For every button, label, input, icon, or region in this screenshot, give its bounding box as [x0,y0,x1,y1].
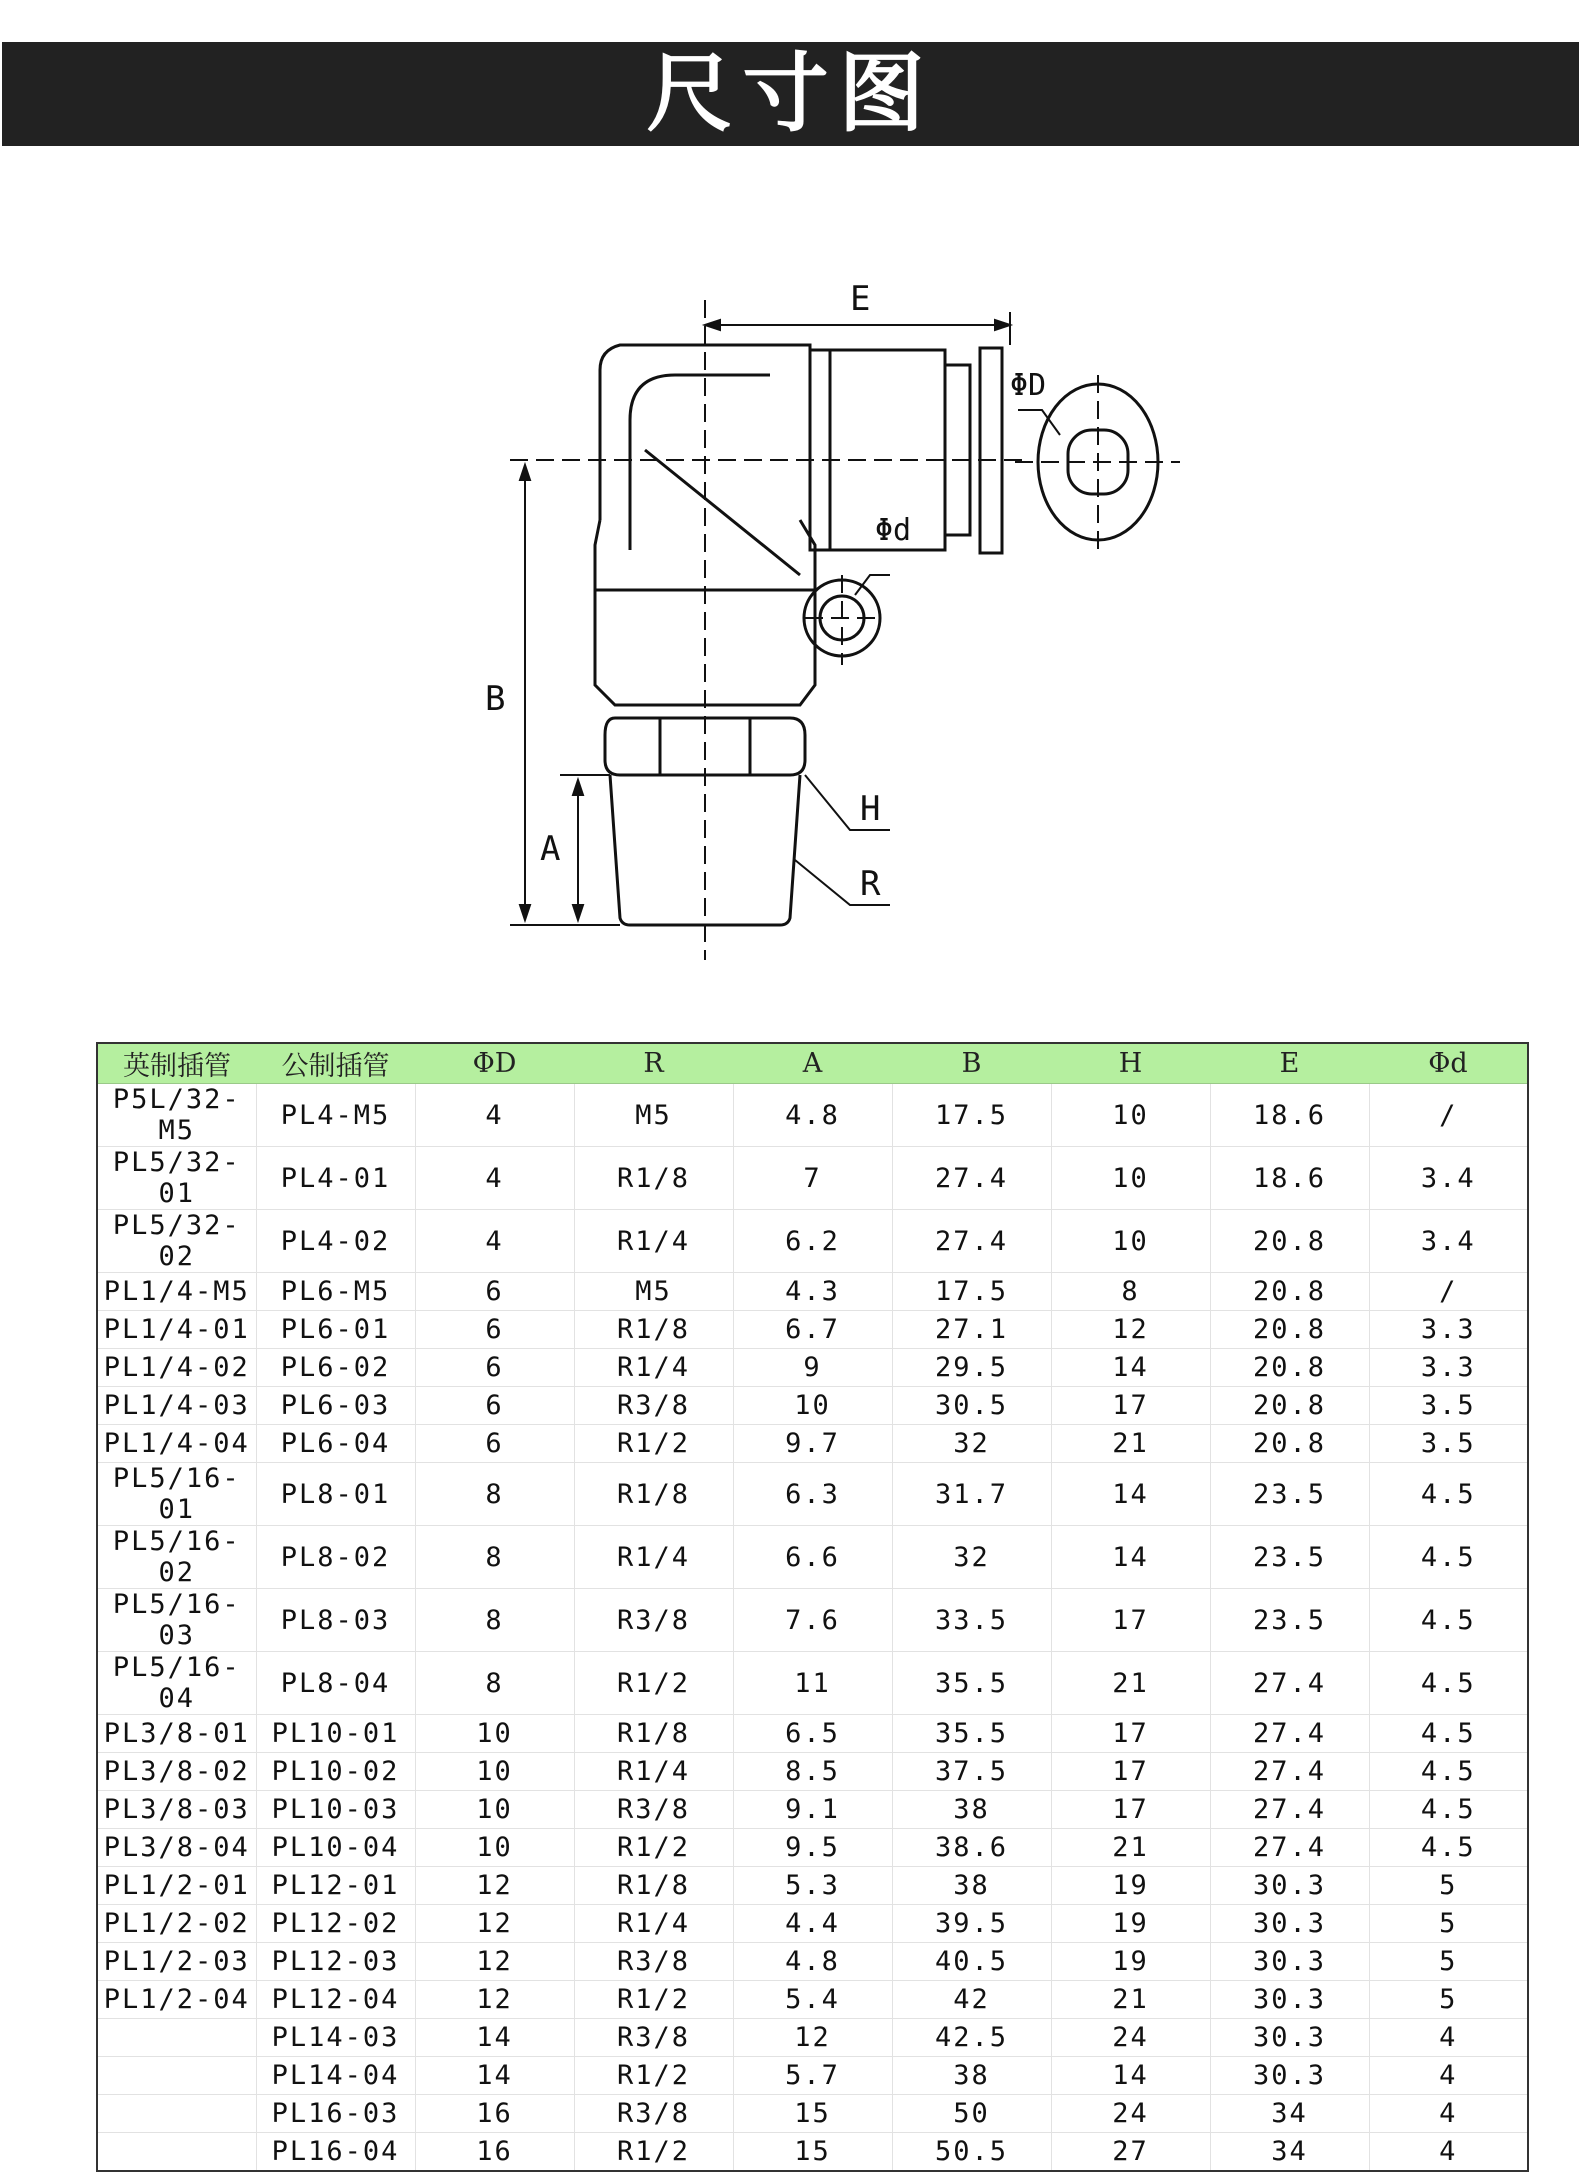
table-cell: PL12-04 [256,1981,415,2019]
table-cell: PL14-04 [256,2057,415,2095]
spec-table [96,1042,1529,2172]
table-cell: 14 [1051,1463,1210,1526]
table-cell: 9.5 [733,1829,892,1867]
table-cell: 7.6 [733,1589,892,1652]
table-cell: 21 [1051,1829,1210,1867]
table-cell: PL5/16-02 [97,1526,256,1589]
table-cell: 12 [733,2019,892,2057]
table-cell: 4 [415,1210,574,1273]
table-row [97,1349,1528,1387]
table-cell: PL14-03 [256,2019,415,2057]
table-cell: 17 [1051,1791,1210,1829]
table-cell: 27.4 [1210,1829,1369,1867]
table-cell: PL1/4-02 [97,1349,256,1387]
table-row [97,1715,1528,1753]
table-cell: 19 [1051,1905,1210,1943]
table-cell: R1/2 [574,1425,733,1463]
table-cell: PL6-02 [256,1349,415,1387]
table-cell: 12 [415,1943,574,1981]
table-cell: 39.5 [892,1905,1051,1943]
label-phiD: ΦD [1010,368,1047,403]
table-cell: R1/2 [574,2133,733,2172]
table-cell [97,2095,256,2133]
table-cell: 17 [1051,1753,1210,1791]
table-cell: 4.5 [1369,1526,1528,1589]
table-cell: 50.5 [892,2133,1051,2172]
table-cell: 35.5 [892,1715,1051,1753]
table-cell: PL6-04 [256,1425,415,1463]
table-cell: PL1/2-03 [97,1943,256,1981]
table-cell: PL6-01 [256,1311,415,1349]
table-row [97,1526,1528,1589]
table-row [97,1084,1528,1147]
table-cell: 31.7 [892,1463,1051,1526]
table-cell: 21 [1051,1652,1210,1715]
table-cell: P5L/32-M5 [97,1084,256,1147]
table-cell: 16 [415,2133,574,2172]
table-cell: 6 [415,1273,574,1311]
table-cell: 30.3 [1210,1943,1369,1981]
header-E: E [1210,1043,1369,1084]
table-cell: 3.5 [1369,1425,1528,1463]
table-cell: 17.5 [892,1273,1051,1311]
table-cell: R1/4 [574,1753,733,1791]
table-cell: 10 [415,1791,574,1829]
table-cell: 4.5 [1369,1791,1528,1829]
table-cell: 4 [1369,2019,1528,2057]
table-cell: 27.4 [892,1147,1051,1210]
table-cell: 8 [415,1652,574,1715]
table-cell: 6 [415,1311,574,1349]
table-cell: PL8-04 [256,1652,415,1715]
table-cell: PL5/32-02 [97,1210,256,1273]
table-cell: 12 [1051,1311,1210,1349]
table-row [97,1829,1528,1867]
table-cell: R1/8 [574,1147,733,1210]
table-cell: 32 [892,1526,1051,1589]
table-row [97,1981,1528,2019]
release-flange [980,348,1002,553]
table-cell: 4 [415,1084,574,1147]
page-title: 尺寸图 [646,44,935,144]
table-cell: R3/8 [574,1387,733,1425]
table-cell: 42.5 [892,2019,1051,2057]
table-cell: 6.3 [733,1463,892,1526]
table-cell: 7 [733,1147,892,1210]
table-cell: 9.1 [733,1791,892,1829]
table-cell: 24 [1051,2019,1210,2057]
table-cell: 38 [892,2057,1051,2095]
table-cell: PL1/4-04 [97,1425,256,1463]
table-cell: 8 [415,1526,574,1589]
table-cell: R1/4 [574,1526,733,1589]
table-row [97,2095,1528,2133]
table-cell: 10 [415,1753,574,1791]
table-cell: PL3/8-01 [97,1715,256,1753]
table-row [97,1867,1528,1905]
title-bar [2,42,1579,146]
table-cell [97,2019,256,2057]
table-cell: R1/4 [574,1349,733,1387]
table-cell: 15 [733,2133,892,2172]
table-cell: R1/2 [574,1981,733,2019]
table-cell: 8 [1051,1273,1210,1311]
table-cell: 38 [892,1867,1051,1905]
table-cell: 9.7 [733,1425,892,1463]
table-cell: 27.4 [1210,1652,1369,1715]
table-cell: 14 [1051,1526,1210,1589]
dimension-diagram [470,270,1270,970]
table-cell: 6.2 [733,1210,892,1273]
table-row [97,1425,1528,1463]
table-cell: PL10-03 [256,1791,415,1829]
table-cell: 30.3 [1210,2019,1369,2057]
spec-table-wrap [96,1042,1529,2172]
table-cell: 16 [415,2095,574,2133]
header-metric-tube: 公制插管 [256,1043,415,1084]
header-phiD: ΦD [415,1043,574,1084]
table-cell: 35.5 [892,1652,1051,1715]
table-cell: PL8-02 [256,1526,415,1589]
table-cell: 23.5 [1210,1526,1369,1589]
table-cell: 3.4 [1369,1210,1528,1273]
table-body [97,1084,1528,2172]
table-cell: 6 [415,1387,574,1425]
table-cell: R1/8 [574,1867,733,1905]
table-cell: 27.1 [892,1311,1051,1349]
table-cell: 4.5 [1369,1715,1528,1753]
header-phid: Φd [1369,1043,1528,1084]
table-cell: 4.8 [733,1943,892,1981]
table-cell: PL4-M5 [256,1084,415,1147]
table-cell: PL12-01 [256,1867,415,1905]
table-cell: PL6-M5 [256,1273,415,1311]
table-cell: 37.5 [892,1753,1051,1791]
table-cell: 21 [1051,1425,1210,1463]
table-cell: 40.5 [892,1943,1051,1981]
table-cell: PL5/16-03 [97,1589,256,1652]
table-header-row [97,1043,1528,1084]
table-cell: 4.5 [1369,1652,1528,1715]
table-cell: 9 [733,1349,892,1387]
table-cell: 33.5 [892,1589,1051,1652]
table-cell: 20.8 [1210,1273,1369,1311]
table-row [97,1791,1528,1829]
table-cell: 4.5 [1369,1589,1528,1652]
table-cell: R1/8 [574,1463,733,1526]
table-row [97,1943,1528,1981]
header-H: H [1051,1043,1210,1084]
table-cell: 4.8 [733,1084,892,1147]
label-E: E [850,279,871,319]
table-cell: 20.8 [1210,1349,1369,1387]
table-row [97,1273,1528,1311]
table-row [97,1753,1528,1791]
table-cell: 27.4 [1210,1791,1369,1829]
table-cell: 15 [733,2095,892,2133]
table-cell: PL16-03 [256,2095,415,2133]
table-cell: / [1369,1273,1528,1311]
table-cell: 4.4 [733,1905,892,1943]
table-cell: 5 [1369,1867,1528,1905]
table-cell: 50 [892,2095,1051,2133]
header-A: A [733,1043,892,1084]
table-cell: 20.8 [1210,1311,1369,1349]
table-cell: PL4-02 [256,1210,415,1273]
table-cell: 5 [1369,1981,1528,2019]
table-cell: 6 [415,1349,574,1387]
table-cell: 6.7 [733,1311,892,1349]
table-cell: PL10-01 [256,1715,415,1753]
table-cell: 34 [1210,2133,1369,2172]
table-cell: 4 [1369,2095,1528,2133]
table-cell: 23.5 [1210,1463,1369,1526]
table-row [97,1652,1528,1715]
table-cell: 30.3 [1210,2057,1369,2095]
table-cell: R1/4 [574,1905,733,1943]
header-R: R [574,1043,733,1084]
table-cell: 11 [733,1652,892,1715]
table-cell: 17 [1051,1387,1210,1425]
table-cell: PL1/2-01 [97,1867,256,1905]
collet-ring [945,365,970,535]
table-cell: PL1/4-M5 [97,1273,256,1311]
fitting-drawing [470,270,1270,970]
table-cell: 21 [1051,1981,1210,2019]
table-row [97,2019,1528,2057]
table-cell: 10 [1051,1210,1210,1273]
table-cell: 5.4 [733,1981,892,2019]
table-cell: PL3/8-02 [97,1753,256,1791]
table-cell: 4.5 [1369,1753,1528,1791]
table-cell: 10 [733,1387,892,1425]
table-cell: M5 [574,1084,733,1147]
table-cell: 17 [1051,1715,1210,1753]
table-cell: 20.8 [1210,1210,1369,1273]
table-cell: 5.3 [733,1867,892,1905]
table-cell: PL6-03 [256,1387,415,1425]
table-cell: 34 [1210,2095,1369,2133]
table-row [97,1589,1528,1652]
table-cell: 4 [415,1147,574,1210]
table-cell: 23.5 [1210,1589,1369,1652]
table-cell: R3/8 [574,2019,733,2057]
table-cell: 38.6 [892,1829,1051,1867]
table-cell: 32 [892,1425,1051,1463]
table-cell: 4.5 [1369,1829,1528,1867]
table-cell: 30.3 [1210,1905,1369,1943]
table-cell: 3.5 [1369,1387,1528,1425]
table-cell: PL8-01 [256,1463,415,1526]
table-cell: 17.5 [892,1084,1051,1147]
table-cell: 19 [1051,1867,1210,1905]
table-cell: PL5/32-01 [97,1147,256,1210]
table-cell: 24 [1051,2095,1210,2133]
table-row [97,2133,1528,2172]
table-cell: 3.4 [1369,1147,1528,1210]
label-phid: Φd [875,513,912,548]
table-cell: M5 [574,1273,733,1311]
table-cell: 18.6 [1210,1084,1369,1147]
table-cell: R3/8 [574,1791,733,1829]
table-cell: 29.5 [892,1349,1051,1387]
table-cell: PL12-03 [256,1943,415,1981]
label-A: A [540,829,561,869]
table-cell: 6.6 [733,1526,892,1589]
table-cell: PL10-04 [256,1829,415,1867]
table-cell: R3/8 [574,1589,733,1652]
table-cell: 10 [1051,1147,1210,1210]
table-cell: 12 [415,1905,574,1943]
table-cell: 8 [415,1463,574,1526]
table-cell: PL4-01 [256,1147,415,1210]
table-cell: 14 [415,2019,574,2057]
table-cell: R1/2 [574,2057,733,2095]
label-B: B [485,679,506,719]
table-cell: PL8-03 [256,1589,415,1652]
label-H: H [860,789,881,829]
table-cell: 3.3 [1369,1349,1528,1387]
table-cell: 5 [1369,1943,1528,1981]
table-cell: PL1/2-02 [97,1905,256,1943]
table-cell: 8 [415,1589,574,1652]
table-cell [97,2133,256,2172]
table-cell: R1/4 [574,1210,733,1273]
table-cell: 12 [415,1867,574,1905]
table-cell: 17 [1051,1589,1210,1652]
table-cell: 30.3 [1210,1981,1369,2019]
table-cell: PL1/4-03 [97,1387,256,1425]
table-cell: 27.4 [1210,1715,1369,1753]
table-row [97,1147,1528,1210]
table-cell: 19 [1051,1943,1210,1981]
table-cell: R1/8 [574,1311,733,1349]
table-cell: / [1369,1084,1528,1147]
table-cell: PL3/8-03 [97,1791,256,1829]
table-cell: 4 [1369,2057,1528,2095]
table-cell: 3.3 [1369,1311,1528,1349]
table-cell: 27.4 [1210,1753,1369,1791]
table-cell: PL5/16-04 [97,1652,256,1715]
table-cell: PL1/2-04 [97,1981,256,2019]
table-row [97,1905,1528,1943]
elbow-inner-curve [630,375,770,550]
header-B: B [892,1043,1051,1084]
table-row [97,1311,1528,1349]
table-cell: 10 [415,1715,574,1753]
table-row [97,1387,1528,1425]
table-cell: 4.5 [1369,1463,1528,1526]
table-cell: 10 [1051,1084,1210,1147]
table-cell: 27.4 [892,1210,1051,1273]
table-cell: 4 [1369,2133,1528,2172]
table-cell [97,2057,256,2095]
table-cell: 30.5 [892,1387,1051,1425]
table-cell: R1/2 [574,1652,733,1715]
table-cell: 14 [1051,1349,1210,1387]
table-cell: 4.3 [733,1273,892,1311]
table-cell: 14 [1051,2057,1210,2095]
table-cell: 38 [892,1791,1051,1829]
table-cell: R3/8 [574,2095,733,2133]
table-cell: 12 [415,1981,574,2019]
table-cell: 18.6 [1210,1147,1369,1210]
table-row [97,2057,1528,2095]
table-cell: 14 [415,2057,574,2095]
table-cell: 42 [892,1981,1051,2019]
table-cell: R1/2 [574,1829,733,1867]
table-cell: 5.7 [733,2057,892,2095]
table-cell: PL10-02 [256,1753,415,1791]
table-cell: R1/8 [574,1715,733,1753]
table-cell: PL3/8-04 [97,1829,256,1867]
table-cell: 30.3 [1210,1867,1369,1905]
table-cell: 6.5 [733,1715,892,1753]
table-cell: 6 [415,1425,574,1463]
table-cell: PL1/4-01 [97,1311,256,1349]
table-row [97,1463,1528,1526]
table-cell: R3/8 [574,1943,733,1981]
table-cell: PL16-04 [256,2133,415,2172]
table-cell: 5 [1369,1905,1528,1943]
table-cell: 27 [1051,2133,1210,2172]
table-cell: 20.8 [1210,1425,1369,1463]
table-cell: 8.5 [733,1753,892,1791]
table-row [97,1210,1528,1273]
table-cell: PL5/16-01 [97,1463,256,1526]
header-imperial-tube: 英制插管 [97,1043,256,1084]
table-cell: 10 [415,1829,574,1867]
label-R: R [860,864,881,904]
table-cell: PL12-02 [256,1905,415,1943]
table-cell: 20.8 [1210,1387,1369,1425]
